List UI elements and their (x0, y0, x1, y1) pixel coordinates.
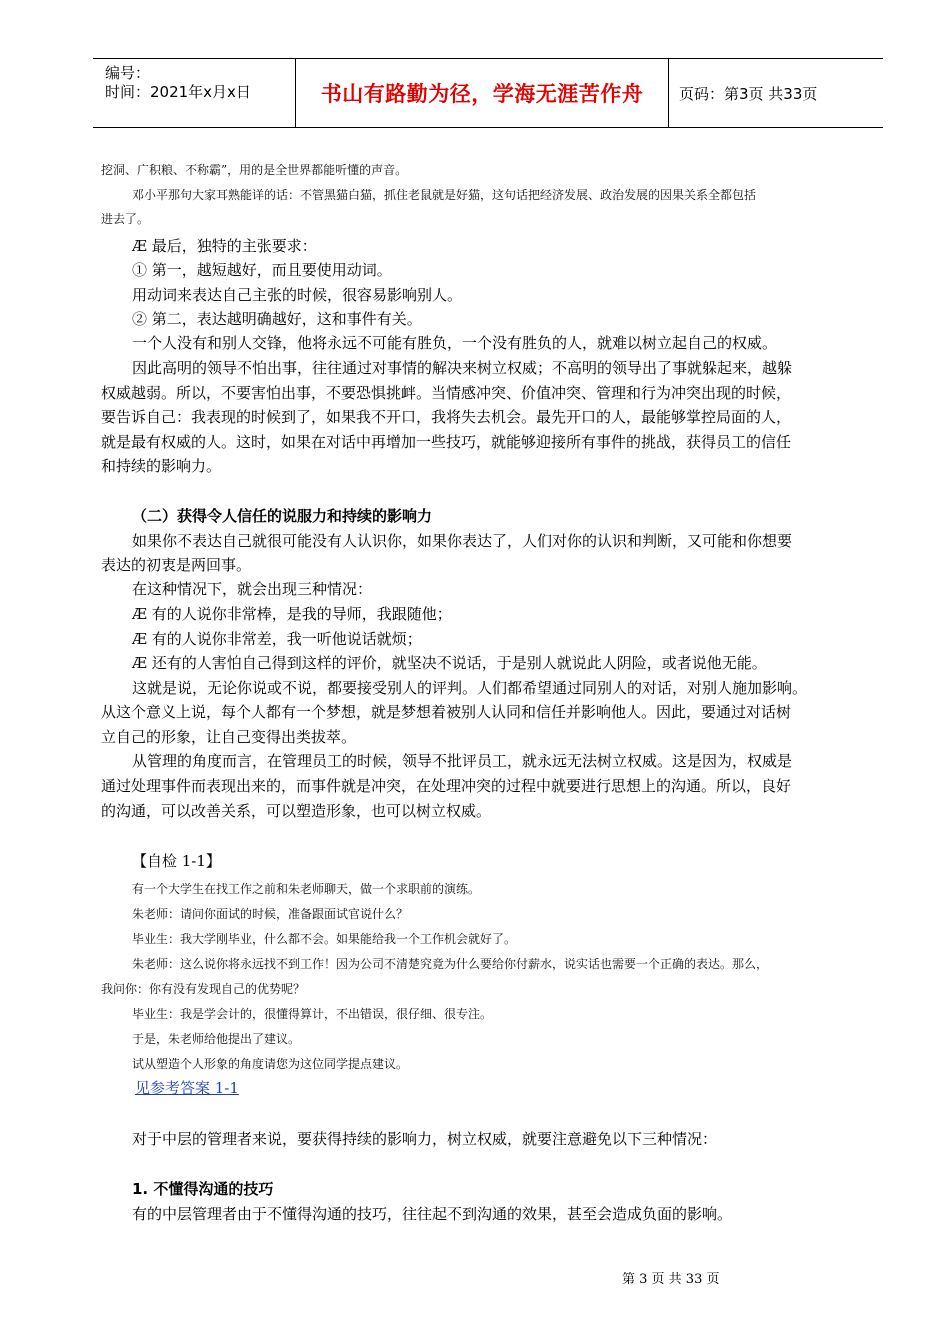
text-line: 和持续的影响力。 (101, 457, 222, 475)
text-line: 要告诉自己：我表现的时候到了，如果我不开口，我将失去机会。最先开口的人，最能够掌控局面的人， (101, 408, 792, 426)
text-line: 挖洞、广积粮、不称霸”，用的是全世界都能听懂的声音。 (101, 163, 408, 177)
text-line: 朱老师：这么说你将永远找不到工作！因为公司不清楚究竟为什么要给你付薪水，说实话也需要一个正确的表达。那么， (132, 957, 769, 971)
header-motto: 书山有路勤为径，学海无涯苦作舟 (320, 82, 644, 106)
text-line: Æ 还有的人害怕自己得到这样的评价，就坚决不说话，于是别人就说此人阴险，或者说他无能。 (132, 654, 767, 672)
text-line: 的沟通，可以改善关系，可以塑造形象，也可以树立权威。 (101, 802, 492, 820)
text-line: Æ 最后，独特的主张要求： (132, 237, 317, 255)
text-line: ② 第二，表达越明确越好，这和事件有关。 (132, 310, 422, 328)
text-line: 朱老师：请问你面试的时候，准备跟面试官说什么？ (132, 907, 409, 921)
header-page-cell (669, 59, 883, 127)
text-line: 我问你：你有没有发现自己的优势呢？ (101, 982, 306, 996)
text-line: ① 第一，越短越好，而且要使用动词。 (132, 261, 392, 279)
text-line: 从管理的角度而言，在管理员工的时候，领导不批评员工，就永远无法树立权威。这是因为，权威是 (132, 752, 793, 770)
text-line: 因此高明的领导不怕出事，往往通过对事情的解决来树立权威；不高明的领导出了事就躲起来，越躲 (132, 359, 793, 377)
header-info-cell (93, 59, 296, 127)
text-line: Æ 有的人说你非常棒，是我的导师，我跟随他； (132, 605, 452, 623)
section-heading: （二）获得令人信任的说服力和持续的影响力 (132, 507, 433, 525)
text-line: 立自己的形象，让自己变得出类拔萃。 (101, 728, 357, 746)
text-line: 通过处理事件而表现出来的，而事件就是冲突，在处理冲突的过程中就要进行思想上的沟通。所以，良好 (101, 777, 792, 795)
page-footer: 第 3 页 共 33 页 (622, 1272, 720, 1287)
text-line: 这就是说，无论你说或不说，都要接受别人的评判。人们都希望通过同别人的对话，对别人施加影响。 (132, 679, 808, 697)
text-line: 表达的初衷是两回事。 (101, 556, 252, 574)
reference-answer-link[interactable]: 见参考答案 1-1 (135, 1079, 239, 1097)
text-line: 权威越弱。所以，不要害怕出事，不要恐惧挑衅。当情感冲突、价值冲突、管理和行为冲突出现的时候， (101, 384, 792, 402)
text-line: 邓小平那句大家耳熟能详的话：不管黑猫白猫，抓住老鼠就是好猫，这句话把经济发展、政治发展的因果关系全都包括 (132, 188, 757, 202)
document-time: 时间：2021年x月x日 (105, 83, 251, 101)
text-line: 毕业生：我大学刚毕业，什么都不会。如果能给我一个工作机会就好了。 (132, 932, 517, 946)
text-line: 一个人没有和别人交锋，他将永远不可能有胜负，一个没有胜负的人，就难以树立起自己的权威。 (132, 334, 778, 352)
text-line: 毕业生：我是学会计的，很懂得算计，不出错误，很仔细、很专注。 (132, 1007, 493, 1021)
text-line: 从这个意义上说，每个人都有一个梦想，就是梦想着被别人认同和信任并影响他人。因此，要通过对话树 (101, 703, 792, 721)
text-line: 在这种情况下，就会出现三种情况： (132, 580, 373, 598)
header-page-number: 页码：第3页 共33页 (679, 84, 818, 103)
text-line: 于是，朱老师给他提出了建议。 (132, 1032, 301, 1046)
self-check-heading: 【自检 1-1】 (132, 852, 221, 870)
subsection-heading: 1. 不懂得沟通的技巧 (132, 1180, 274, 1198)
text-line: 用动词来表达自己主张的时候，很容易影响别人。 (132, 286, 463, 304)
text-line: 试从塑造个人形象的角度请您为这位同学提点建议。 (132, 1057, 409, 1071)
text-line: 对于中层的管理者来说，要获得持续的影响力，树立权威，就要注意避免以下三种情况： (132, 1130, 718, 1148)
text-line: 就是最有权威的人。这时，如果在对话中再增加一些技巧，就能够迎接所有事件的挑战，获得员工的信任 (101, 433, 792, 451)
text-line: 有一个大学生在找工作之前和朱老师聊天，做一个求职前的演练。 (132, 882, 481, 896)
text-line: 如果你不表达自己就很可能没有人认识你，如果你表达了，人们对你的认识和判断，又可能和你想要 (132, 532, 793, 550)
header-table (93, 58, 883, 128)
text-line: Æ 有的人说你非常差，我一听他说话就烦； (132, 630, 422, 648)
document-number: 编号： (105, 64, 151, 82)
text-line: 有的中层管理者由于不懂得沟通的技巧，往往起不到沟通的效果，甚至会造成负面的影响。 (132, 1205, 733, 1223)
header-motto-cell (296, 59, 669, 127)
text-line: 进去了。 (101, 212, 150, 226)
